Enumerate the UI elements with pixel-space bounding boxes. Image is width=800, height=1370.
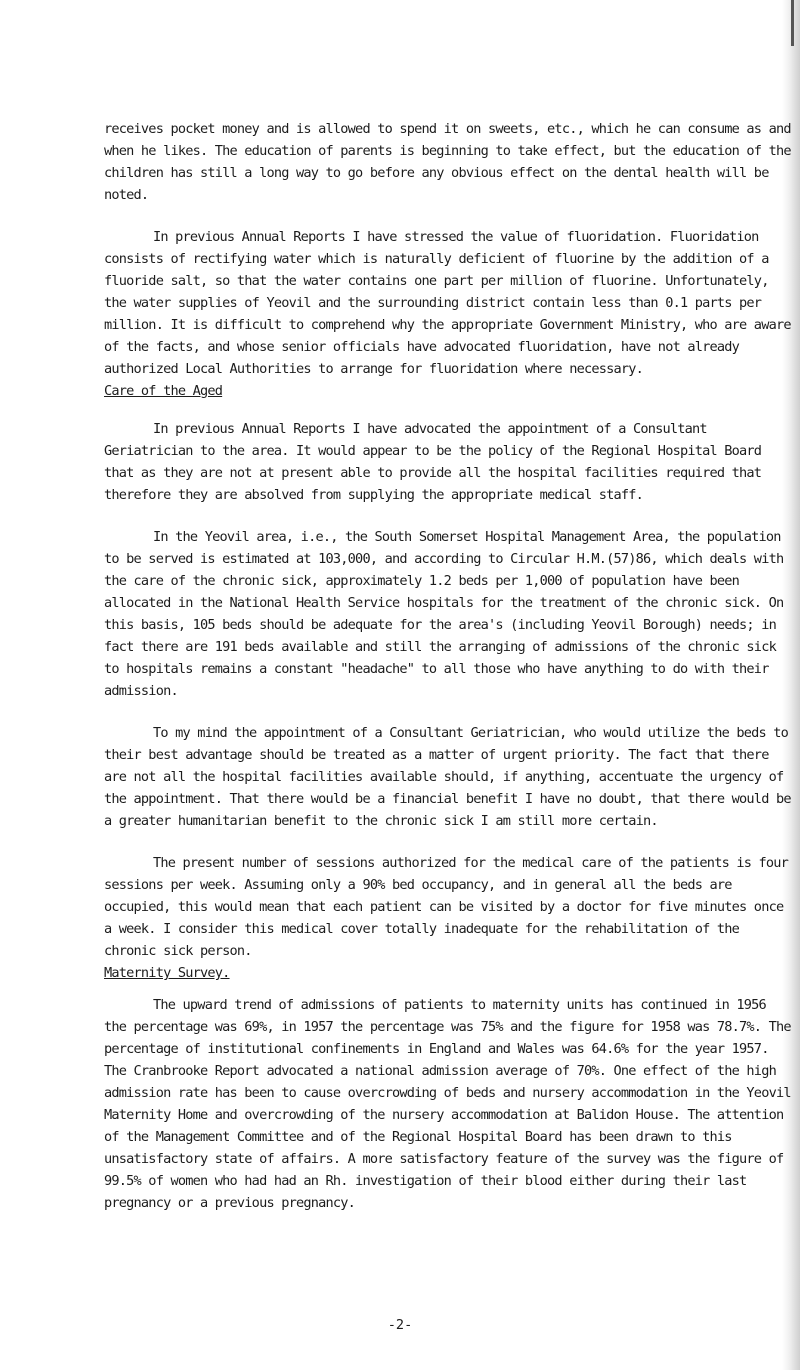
- paragraph-dental-education: receives pocket money and is allowed to spend it on sweets, etc., which he can consume as and when he likes. The education of parents is beginning to take effect, but the education of the children has still a long way to go before any obvious effect on the dental health will be noted.: [104, 121, 791, 203]
- page-number: -2-: [387, 1317, 413, 1333]
- paragraph-fluoridation: In previous Annual Reports I have stressed the value of fluoridation. Fluoridation consists of rectifying water which is naturally deficient of fluorine by the addition of a fluoride salt, so that the water contains one part per million of fluorine. Unfortunately, the water supplies of Yeovil and the surrounding district contain less than 0.1 parts per million. It is difficult to comprehend why the appropriate Government Ministry, who are aware of the facts, and whose senior officials have advocated fluoridation, have not already authorized Local Authorities to arrange for fluoridation where necessary.: [104, 229, 791, 377]
- paragraph-yeovil-beds: In the Yeovil area, i.e., the South Somerset Hospital Management Area, the population to be served is estimated at 103,000, and according to Circular H.M.(57)86, which deals with the care of the chronic sick, approximately 1.2 beds per 1,000 of population have been allocated in the National Health Service hospitals for the treatment of the chronic sick. On this basis, 105 beds should be adequate for the area's (including Yeovil Borough) needs; in fact there are 191 beds available and still the arranging of admissions of the chronic sick to hospitals remains a constant "headache" to all those who have anything to do with their admission.: [104, 529, 784, 699]
- paragraph-geriatrician-policy: In previous Annual Reports I have advocated the appointment of a Consultant Geriatrician to the area. It would appear to be the policy of the Regional Hospital Board that as they are not at present able to provide all the hospital facilities required that therefore they are absolved from supplying the appropriate medical staff.: [104, 421, 762, 503]
- paragraph-geriatrician-priority: To my mind the appointment of a Consultant Geriatrician, who would utilize the beds to their best advantage should be treated as a matter of urgent priority. The fact that there are not all the hospital facilities available should, if anything, accentuate the urgency of the appointment. That there would be a financial benefit I have no doubt, that there would be a greater humanitarian benefit to the chronic sick I am still more certain.: [104, 725, 791, 829]
- scan-edge-mark: [791, 0, 794, 46]
- heading-maternity-survey: Maternity Survey.: [104, 965, 230, 981]
- heading-care-of-the-aged: Care of the Aged: [104, 383, 223, 399]
- paragraph-maternity-admissions: The upward trend of admissions of patients to maternity units has continued in 1956 the percentage was 69%, in 1957 the percentage was 75% and the figure for 1958 was 78.7%. The percentage of institutional confinements in England and Wales was 64.6% for the year 1957. The Cranbrooke Report advocated a national admission average of 70%. One effect of the high admission rate has been to cause overcrowding of beds and nursery accommodation in the Yeovil Maternity Home and overcrowding of the nursery accommodation at Balidon House. The attention of the Management Committee and of the Regional Hospital Board has been drawn to this unsatisfactory state of affairs. A more satisfactory feature of the survey was the figure of 99.5% of women who had had an Rh. investigation of their blood either during their last pregnancy or a previous pregnancy.: [104, 997, 791, 1211]
- paragraph-medical-sessions: The present number of sessions authorized for the medical care of the patients is four sessions per week. Assuming only a 90% bed occupancy, and in general all the beds are occupied, this would mean that each patient can be visited by a doctor for five minutes once a week. I consider this medical cover totally inadequate for the rehabilitation of the chronic sick person.: [104, 855, 789, 959]
- document-page: [104, 118, 794, 1214]
